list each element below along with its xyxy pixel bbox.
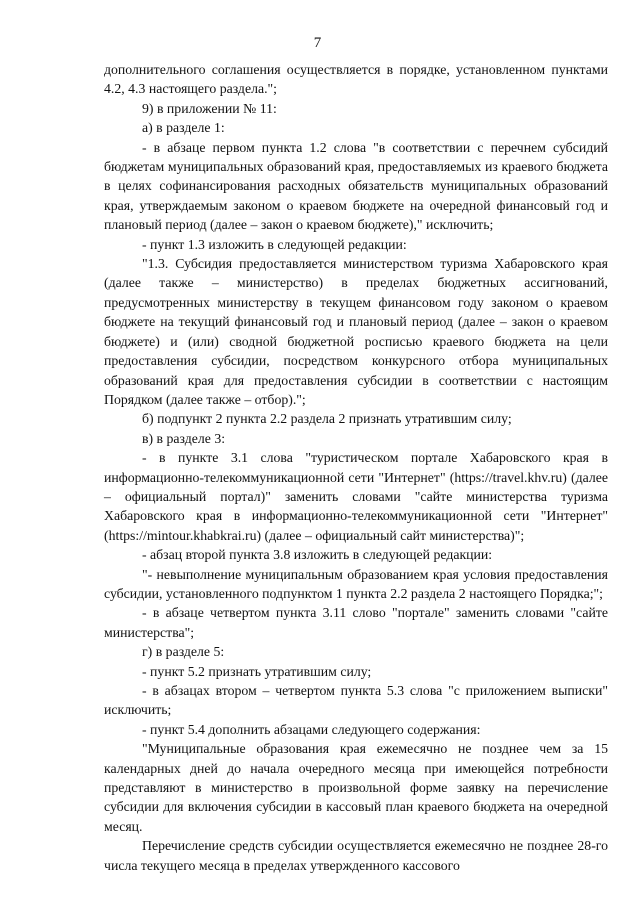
paragraph: "Муниципальные образования края ежемесячно не позднее чем за 15 календарных дней до начала очередного месяца при имеющейся потребности представляют в министерство в произвольной форме заявку на перечисление субсидии для включения субсидии в кассовый план краевого бюджета на очередной месяц. — [104, 741, 608, 834]
paragraph: - в абзаце четвертом пункта 3.11 слово "портале" заменить словами "сайте министерства"; — [104, 605, 608, 640]
paragraph: - пункт 5.2 признать утратившим силу; — [142, 663, 372, 679]
paragraph: "- невыполнение муниципальным образованием края условия предоставления субсидии, установленного подпунктом 1 пункта 2.2 раздела 2 настоящего Порядка;"; — [104, 566, 608, 601]
paragraph: а) в разделе 1: — [142, 120, 225, 136]
paragraph: дополнительного соглашения осуществляется в порядке, установленном пунктами 4.2, 4.3 настоящего раздела."; — [104, 62, 608, 97]
paragraph: - в пункте 3.1 слова "туристическом портале Хабаровского края в информационно-телекоммуникационной сети "Интернет" (https://travel.khv.ru) (далее – официальный портал)" заменить словами "сайте министерства туризма Хабаровского края в информационно-телекоммуникационной сети "Интернет" (https://mintour.khabkrai.ru) (далее – официальный сайт министерства)"; — [104, 450, 608, 543]
paragraph: - пункт 5.4 дополнить абзацами следующего содержания: — [142, 721, 481, 737]
paragraph: в) в разделе 3: — [142, 430, 226, 446]
paragraph: "1.3. Субсидия предоставляется министерством туризма Хабаровского края (далее также – министерство) в пределах бюджетных ассигнований, предусмотренных министерству в текущем финансовом году законом о краевом бюджете на текущий финансовый год и плановый период (далее – закон о краевом бюджете) и (или) сводной бюджетной росписью краевого бюджета на цели предоставления субсидии, посредством конкурсного отбора муниципальных образований края для предоставления субсидии в соответствии с настоящим Порядком (далее также – отбор)."; — [104, 256, 608, 407]
paragraph: - в абзацах втором – четвертом пункта 5.3 слова "с приложением выписки" исключить; — [104, 683, 608, 718]
paragraph: - абзац второй пункта 3.8 изложить в следующей редакции: — [142, 547, 493, 563]
document-body — [104, 60, 608, 875]
page-number: 7 — [313, 35, 322, 51]
paragraph: - в абзаце первом пункта 1.2 слова "в соответствии с перечнем субсидий бюджетам муниципальных образований края, предоставляемых из краевого бюджета в целях софинансирования расходных обязательств муниципальных образований края, утверждаемым законом о краевом бюджете на очередной финансовый год и плановый период (далее – закон о краевом бюджете)," исключить; — [104, 139, 608, 233]
paragraph: б) подпункт 2 пункта 2.2 раздела 2 признать утратившим силу; — [142, 411, 512, 427]
paragraph: Перечисление средств субсидии осуществляется ежемесячно не позднее 28-го числа текущего месяца в пределах утвержденного кассового — [104, 838, 608, 873]
paragraph: г) в разделе 5: — [142, 644, 225, 660]
paragraph: - пункт 1.3 изложить в следующей редакции: — [142, 236, 407, 252]
paragraph: 9) в приложении № 11: — [142, 100, 277, 116]
